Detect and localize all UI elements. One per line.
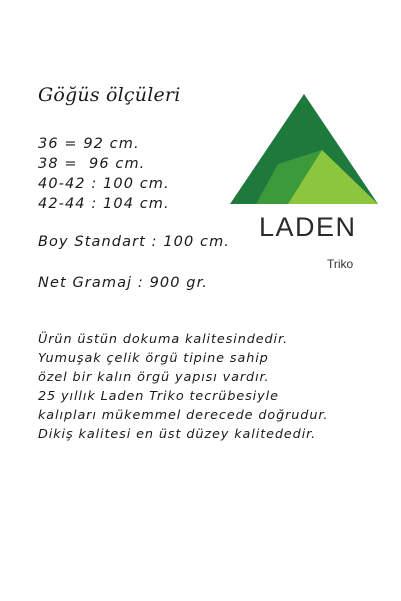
brand-subtitle: Triko [327, 257, 354, 271]
description-line: Yumuşak çelik örgü tipine sahip [38, 351, 269, 366]
weight-info: Net Gramaj : 900 gr. [38, 275, 209, 291]
page-title: Göğüs ölçüleri [38, 84, 181, 106]
description-line: 25 yıllık Laden Triko tecrübesiyle [38, 389, 279, 404]
size-item: 36 = 92 cm. [38, 136, 140, 152]
length-info: Boy Standart : 100 cm. [38, 234, 231, 250]
size-list [38, 134, 170, 214]
size-item: 42-44 : 104 cm. [38, 196, 170, 212]
size-item: 38 = 96 cm. [38, 156, 146, 172]
description-line: Dikiş kalitesi en üst düzey kalitededir. [38, 427, 317, 442]
brand-logo [228, 92, 380, 277]
description-line: Ürün üstün dokuma kalitesindedir. [38, 332, 288, 347]
triangle-logo-icon [228, 92, 380, 207]
size-item: 40-42 : 100 cm. [38, 176, 170, 192]
description-line: özel bir kalın örgü yapısı vardır. [38, 370, 270, 385]
description-list [38, 330, 328, 444]
brand-name: LADEN [259, 212, 357, 242]
description-line: kalıpları mükemmel derecede doğrudur. [38, 408, 329, 423]
